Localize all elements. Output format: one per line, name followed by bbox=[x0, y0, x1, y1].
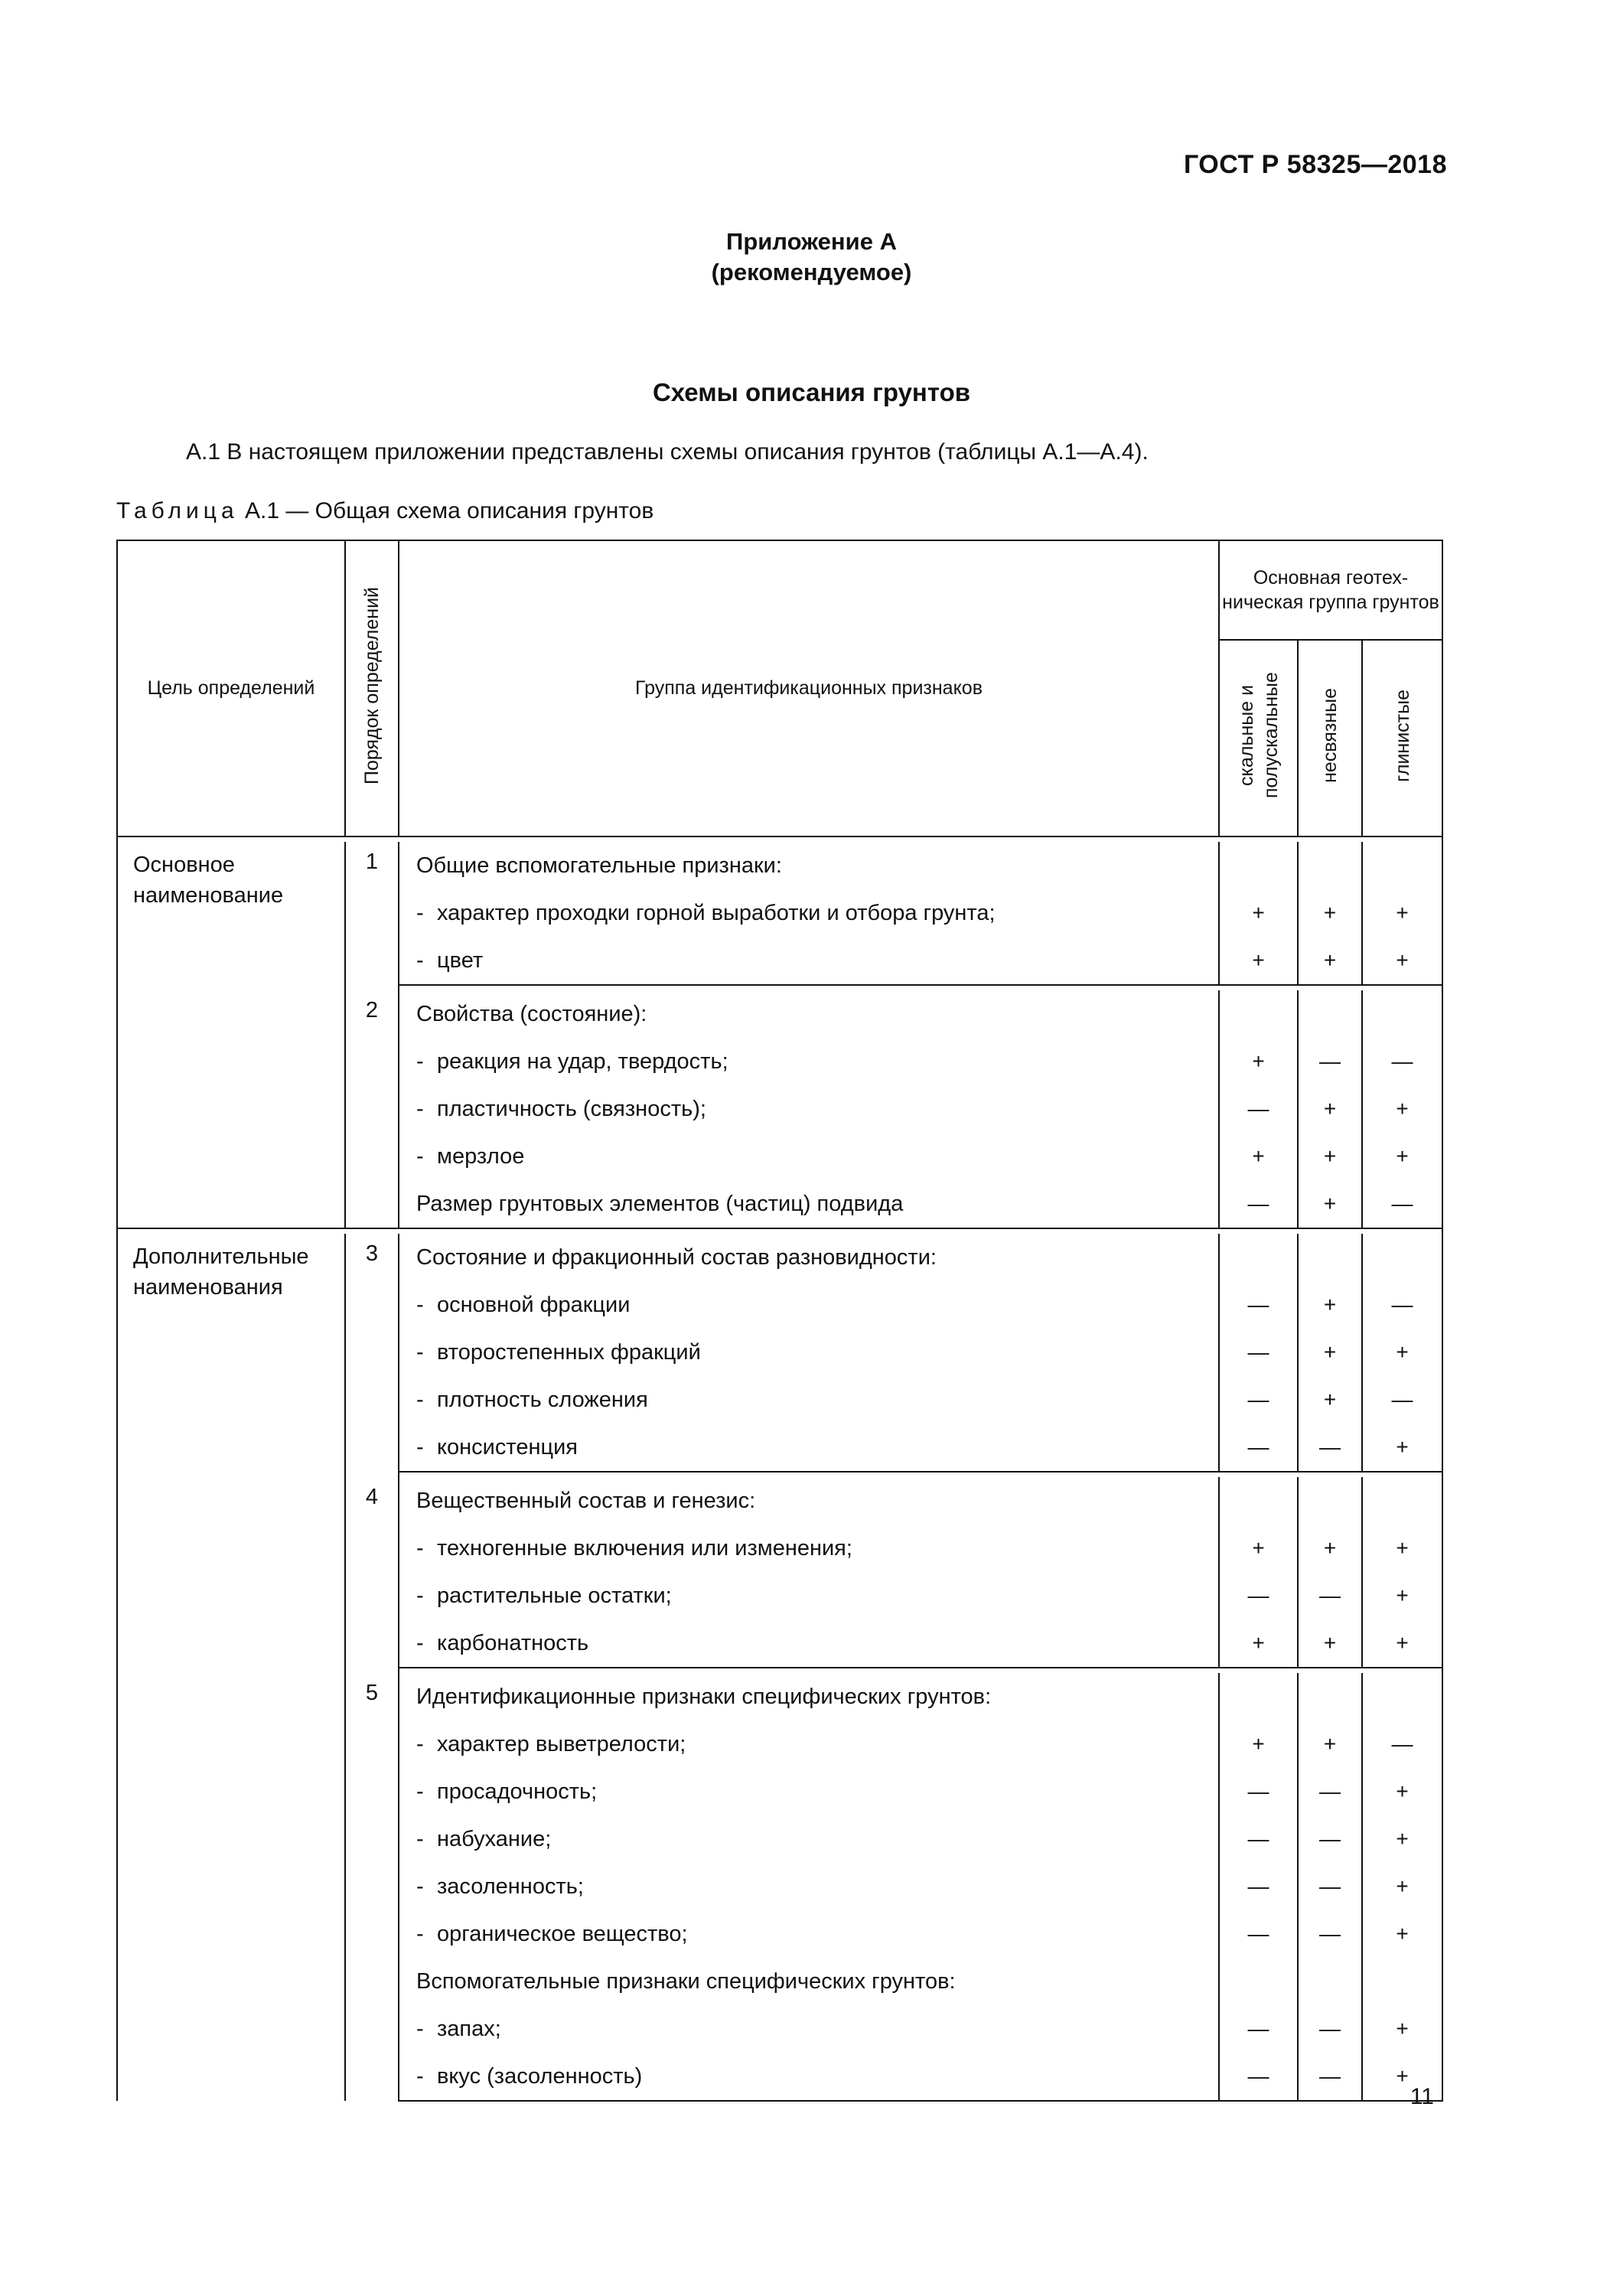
mark-rocky bbox=[1219, 842, 1298, 889]
spacer-cell bbox=[345, 985, 399, 990]
header-clayey bbox=[1362, 640, 1442, 837]
feature-cell bbox=[399, 1815, 1219, 1863]
mark-clayey: — bbox=[1362, 1720, 1442, 1768]
feature-text: Свойства (состояние): bbox=[416, 1001, 647, 1026]
list-dash: - bbox=[416, 1779, 424, 1804]
spacer-cell bbox=[399, 1668, 1442, 1673]
mark-rocky: — bbox=[1219, 1572, 1298, 1619]
purpose-cell: Дополнительные наименования bbox=[117, 1234, 345, 2101]
mark-cohesionless: + bbox=[1298, 1619, 1362, 1668]
mark-cohesionless: + bbox=[1298, 1720, 1362, 1768]
mark-cohesionless bbox=[1298, 1673, 1362, 1720]
list-dash: - bbox=[416, 1096, 424, 1121]
feature-cell bbox=[399, 1477, 1219, 1525]
mark-rocky: — bbox=[1219, 1424, 1298, 1472]
feature-cell bbox=[399, 1085, 1219, 1133]
list-dash: - bbox=[416, 1826, 424, 1851]
list-dash: - bbox=[416, 1434, 424, 1459]
feature-cell bbox=[399, 1958, 1219, 2005]
mark-rocky bbox=[1219, 1958, 1298, 2005]
mark-clayey: + bbox=[1362, 1085, 1442, 1133]
feature-cell bbox=[399, 1038, 1219, 1085]
mark-rocky: + bbox=[1219, 1720, 1298, 1768]
mark-cohesionless: + bbox=[1298, 1085, 1362, 1133]
soil-description-table bbox=[116, 540, 1443, 2102]
list-dash: - bbox=[416, 1921, 424, 1946]
feature-cell bbox=[399, 2053, 1219, 2101]
feature-text: карбонатность bbox=[437, 1630, 589, 1655]
feature-text: мерзлое bbox=[437, 1143, 525, 1169]
mark-rocky: — bbox=[1219, 1085, 1298, 1133]
feature-cell bbox=[399, 1133, 1219, 1180]
mark-cohesionless: — bbox=[1298, 2005, 1362, 2053]
feature-cell bbox=[399, 1281, 1219, 1329]
feature-cell bbox=[399, 1673, 1219, 1720]
feature-text: характер проходки горной выработки и отбора грунта; bbox=[437, 900, 996, 925]
feature-cell bbox=[399, 842, 1219, 889]
mark-cohesionless: + bbox=[1298, 1281, 1362, 1329]
feature-cell bbox=[399, 1329, 1219, 1376]
mark-rocky: — bbox=[1219, 1863, 1298, 1910]
header-main-group: Основная геотех-ническая группа грунтов bbox=[1219, 540, 1442, 640]
header-clayey-text: глинистые bbox=[1391, 689, 1413, 782]
mark-rocky: — bbox=[1219, 1815, 1298, 1863]
spacer-cell bbox=[345, 1472, 399, 1477]
order-cell: 5 bbox=[345, 1673, 399, 2101]
feature-text: запах; bbox=[437, 2016, 501, 2041]
mark-clayey bbox=[1362, 1673, 1442, 1720]
order-cell: 3 bbox=[345, 1234, 399, 1472]
order-cell: 1 bbox=[345, 842, 399, 985]
order-cell: 2 bbox=[345, 990, 399, 1228]
mark-clayey: + bbox=[1362, 2053, 1442, 2101]
spacer-cell bbox=[117, 1228, 1442, 1234]
mark-rocky: — bbox=[1219, 1329, 1298, 1376]
mark-clayey bbox=[1362, 1234, 1442, 1281]
mark-cohesionless: — bbox=[1298, 1572, 1362, 1619]
feature-cell bbox=[399, 1180, 1219, 1228]
feature-text: органическое вещество; bbox=[437, 1921, 688, 1946]
mark-clayey: + bbox=[1362, 1768, 1442, 1815]
feature-text: Размер грунтовых элементов (частиц) подвида bbox=[416, 1191, 904, 1216]
mark-rocky: + bbox=[1219, 1133, 1298, 1180]
feature-text: техногенные включения или изменения; bbox=[437, 1535, 852, 1561]
header-group: Группа идентификационных признаков bbox=[399, 540, 1219, 837]
mark-cohesionless: + bbox=[1298, 889, 1362, 937]
mark-rocky: — bbox=[1219, 2053, 1298, 2101]
feature-text: просадочность; bbox=[437, 1779, 598, 1804]
feature-cell bbox=[399, 1234, 1219, 1281]
mark-clayey: + bbox=[1362, 889, 1442, 937]
feature-cell bbox=[399, 1720, 1219, 1768]
mark-cohesionless bbox=[1298, 842, 1362, 889]
mark-rocky bbox=[1219, 1673, 1298, 1720]
mark-rocky: — bbox=[1219, 1180, 1298, 1228]
feature-cell bbox=[399, 1910, 1219, 1958]
feature-cell bbox=[399, 1572, 1219, 1619]
feature-text: Вещественный состав и генезис: bbox=[416, 1488, 756, 1513]
header-order-text: Порядок определений bbox=[361, 587, 383, 784]
spacer-cell bbox=[117, 837, 1442, 842]
list-dash: - bbox=[416, 1143, 424, 1169]
mark-cohesionless: — bbox=[1298, 1863, 1362, 1910]
header-cohesionless-text: несвязные bbox=[1319, 688, 1341, 783]
mark-cohesionless: — bbox=[1298, 1910, 1362, 1958]
feature-text: второстепенных фракций bbox=[437, 1339, 701, 1365]
mark-rocky: — bbox=[1219, 1376, 1298, 1424]
spacer-cell bbox=[399, 985, 1442, 990]
feature-text: растительные остатки; bbox=[437, 1583, 672, 1608]
mark-rocky bbox=[1219, 990, 1298, 1038]
feature-cell bbox=[399, 1863, 1219, 1910]
mark-clayey: + bbox=[1362, 1525, 1442, 1572]
feature-text: набухание; bbox=[437, 1826, 552, 1851]
mark-clayey: — bbox=[1362, 1281, 1442, 1329]
list-dash: - bbox=[416, 1731, 424, 1756]
mark-cohesionless: + bbox=[1298, 1133, 1362, 1180]
mark-clayey: + bbox=[1362, 1815, 1442, 1863]
header-order bbox=[345, 540, 399, 837]
mark-rocky: + bbox=[1219, 889, 1298, 937]
table-caption-label: Таблица bbox=[116, 498, 239, 523]
mark-rocky: — bbox=[1219, 1910, 1298, 1958]
mark-rocky: + bbox=[1219, 1525, 1298, 1572]
list-dash: - bbox=[416, 1583, 424, 1608]
feature-cell bbox=[399, 1619, 1219, 1668]
mark-clayey: + bbox=[1362, 2005, 1442, 2053]
table-row bbox=[117, 842, 1442, 889]
list-dash: - bbox=[416, 1049, 424, 1074]
table-caption-text: А.1 — Общая схема описания грунтов bbox=[238, 498, 654, 523]
feature-cell bbox=[399, 937, 1219, 985]
mark-cohesionless: — bbox=[1298, 1815, 1362, 1863]
section-title: Схемы описания грунтов bbox=[652, 378, 971, 406]
mark-cohesionless: + bbox=[1298, 1525, 1362, 1572]
feature-cell bbox=[399, 990, 1219, 1038]
feature-cell bbox=[399, 1376, 1219, 1424]
mark-rocky: + bbox=[1219, 1619, 1298, 1668]
intro-paragraph: А.1 В настоящем приложении представлены схемы описания грунтов (таблицы А.1—А.4). bbox=[186, 439, 1149, 465]
mark-clayey: + bbox=[1362, 1329, 1442, 1376]
purpose-cell: Основное наименование bbox=[117, 842, 345, 1228]
mark-clayey bbox=[1362, 1958, 1442, 2005]
mark-rocky: + bbox=[1219, 1038, 1298, 1085]
mark-cohesionless: — bbox=[1298, 2053, 1362, 2101]
mark-clayey: + bbox=[1362, 1572, 1442, 1619]
list-dash: - bbox=[416, 2063, 424, 2089]
list-dash: - bbox=[416, 1535, 424, 1561]
header-cohesionless bbox=[1298, 640, 1362, 837]
mark-clayey bbox=[1362, 842, 1442, 889]
mark-rocky: — bbox=[1219, 1281, 1298, 1329]
mark-cohesionless: — bbox=[1298, 1768, 1362, 1815]
mark-cohesionless: + bbox=[1298, 1329, 1362, 1376]
feature-text: Вспомогательные признаки специфических грунтов: bbox=[416, 1968, 956, 1994]
feature-text: вкус (засоленность) bbox=[437, 2063, 643, 2089]
feature-text: реакция на удар, твердость; bbox=[437, 1049, 728, 1074]
list-dash: - bbox=[416, 2016, 424, 2041]
list-dash: - bbox=[416, 1630, 424, 1655]
feature-text: Общие вспомогательные признаки: bbox=[416, 853, 782, 878]
mark-cohesionless bbox=[1298, 990, 1362, 1038]
feature-text: пластичность (связность); bbox=[437, 1096, 706, 1121]
feature-text: Состояние и фракционный состав разновидности: bbox=[416, 1244, 937, 1270]
appendix-subtitle: (рекомендуемое) bbox=[711, 259, 912, 285]
order-cell: 4 bbox=[345, 1477, 399, 1668]
mark-rocky: + bbox=[1219, 937, 1298, 985]
mark-clayey: — bbox=[1362, 1038, 1442, 1085]
mark-rocky bbox=[1219, 1477, 1298, 1525]
feature-text: Идентификационные признаки специфических грунтов: bbox=[416, 1684, 992, 1709]
mark-cohesionless bbox=[1298, 1477, 1362, 1525]
list-dash: - bbox=[416, 900, 424, 925]
mark-cohesionless: — bbox=[1298, 1424, 1362, 1472]
mark-clayey: + bbox=[1362, 1863, 1442, 1910]
list-dash: - bbox=[416, 947, 424, 973]
mark-cohesionless: + bbox=[1298, 1180, 1362, 1228]
mark-clayey: + bbox=[1362, 1619, 1442, 1668]
list-dash: - bbox=[416, 1874, 424, 1899]
feature-text: цвет bbox=[437, 947, 484, 973]
page-number: 11 bbox=[1410, 2084, 1434, 2109]
mark-cohesionless: + bbox=[1298, 937, 1362, 985]
table-caption bbox=[116, 498, 653, 524]
feature-text: основной фракции bbox=[437, 1292, 631, 1317]
mark-rocky bbox=[1219, 1234, 1298, 1281]
list-dash: - bbox=[416, 1339, 424, 1365]
spacer-cell bbox=[345, 1668, 399, 1673]
feature-text: засоленность; bbox=[437, 1874, 584, 1899]
mark-clayey: + bbox=[1362, 1424, 1442, 1472]
mark-clayey: — bbox=[1362, 1180, 1442, 1228]
mark-clayey: — bbox=[1362, 1376, 1442, 1424]
feature-text: характер выветрелости; bbox=[437, 1731, 686, 1756]
feature-text: плотность сложения bbox=[437, 1387, 648, 1412]
table-body bbox=[117, 837, 1442, 2101]
feature-cell bbox=[399, 889, 1219, 937]
spacer-cell bbox=[399, 1472, 1442, 1477]
mark-rocky: — bbox=[1219, 2005, 1298, 2053]
mark-clayey: + bbox=[1362, 1133, 1442, 1180]
feature-cell bbox=[399, 2005, 1219, 2053]
mark-cohesionless bbox=[1298, 1958, 1362, 2005]
mark-clayey: + bbox=[1362, 1910, 1442, 1958]
mark-cohesionless: + bbox=[1298, 1376, 1362, 1424]
mark-cohesionless bbox=[1298, 1234, 1362, 1281]
mark-clayey bbox=[1362, 1477, 1442, 1525]
header-purpose: Цель определений bbox=[117, 540, 345, 837]
header-rocky bbox=[1219, 640, 1298, 837]
standard-code: ГОСТ Р 58325—2018 bbox=[1183, 150, 1447, 179]
mark-cohesionless: — bbox=[1298, 1038, 1362, 1085]
mark-clayey: + bbox=[1362, 937, 1442, 985]
feature-text: консистенция bbox=[437, 1434, 578, 1459]
list-dash: - bbox=[416, 1292, 424, 1317]
feature-cell bbox=[399, 1424, 1219, 1472]
spacer-row bbox=[117, 837, 1442, 842]
mark-clayey bbox=[1362, 990, 1442, 1038]
feature-cell bbox=[399, 1525, 1219, 1572]
list-dash: - bbox=[416, 1387, 424, 1412]
feature-cell bbox=[399, 1768, 1219, 1815]
mark-rocky: — bbox=[1219, 1768, 1298, 1815]
spacer-row bbox=[117, 1228, 1442, 1234]
header-rocky-text: скальные и полускальные bbox=[1235, 672, 1282, 799]
appendix-title: Приложение А bbox=[726, 228, 897, 255]
table-row bbox=[117, 1234, 1442, 1281]
